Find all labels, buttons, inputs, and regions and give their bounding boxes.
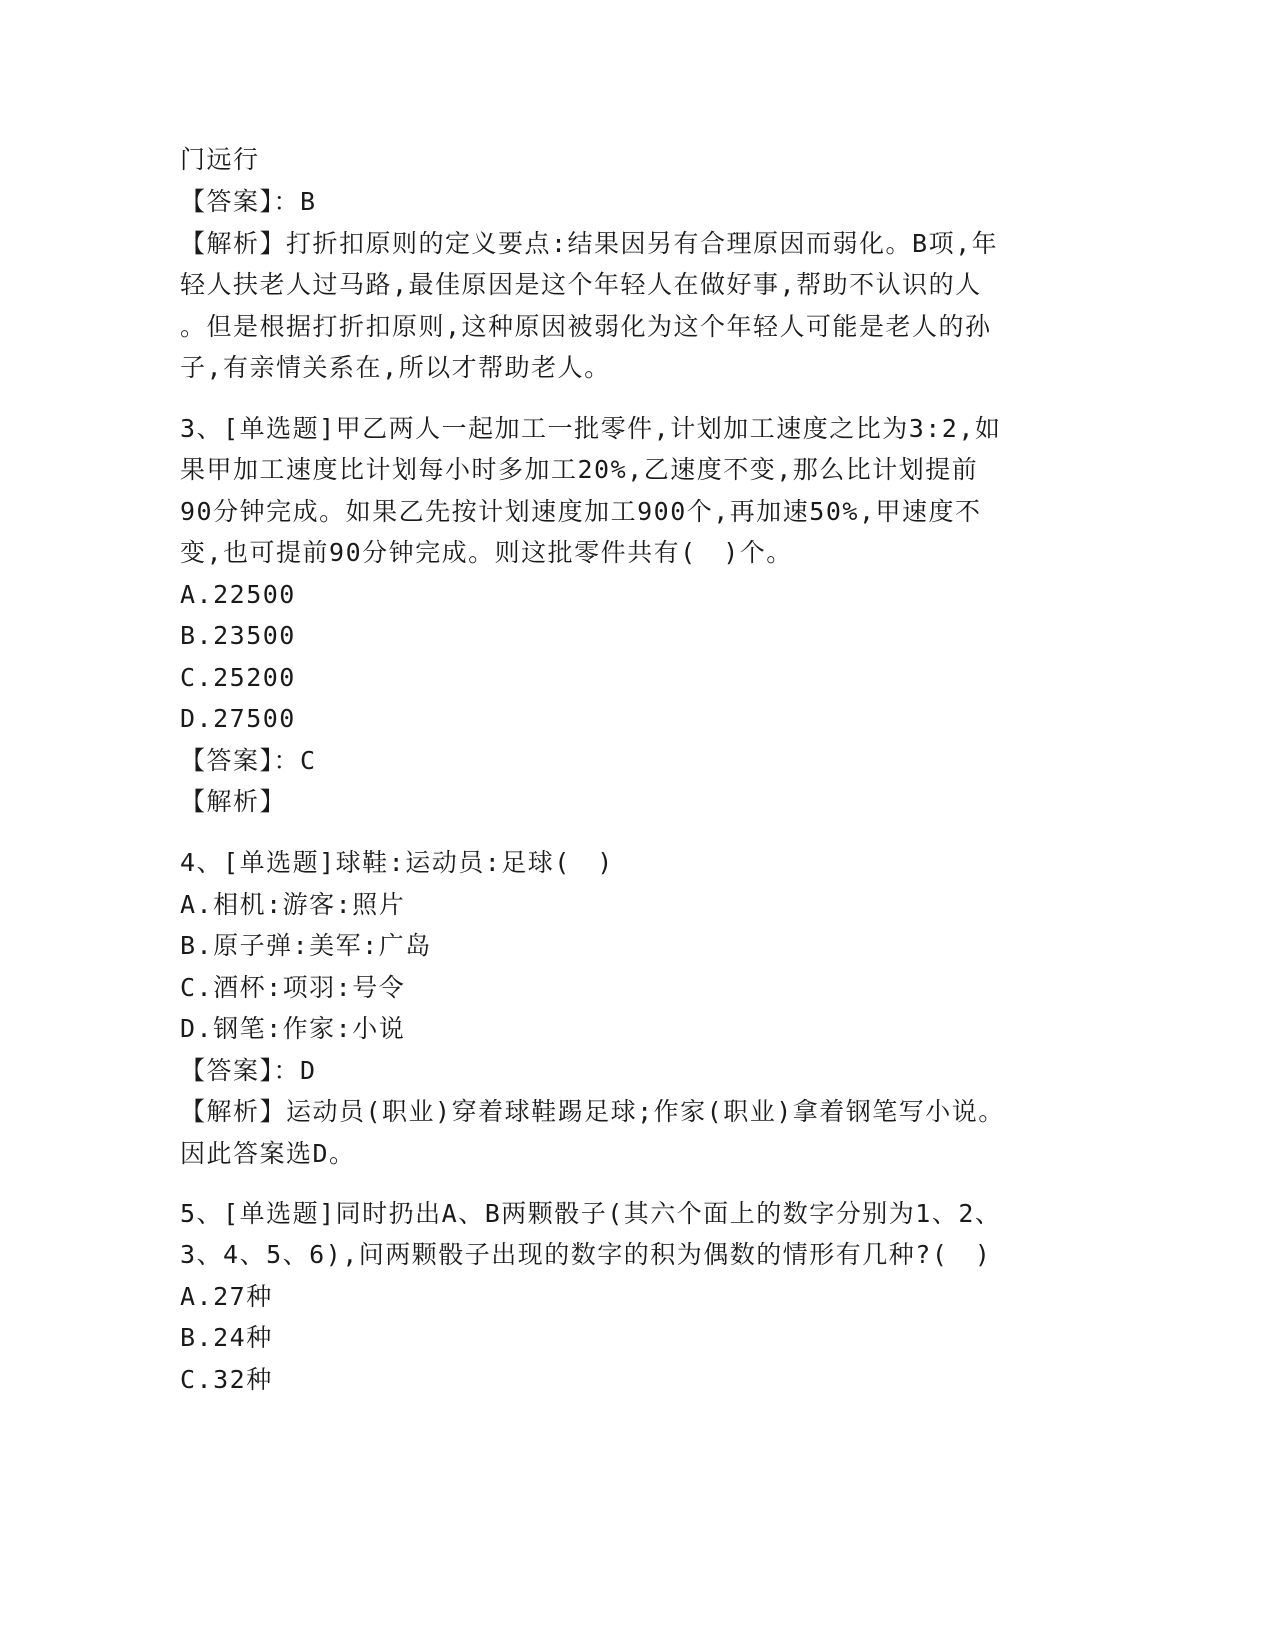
prev-analysis-line: 轻人扶老人过马路,最佳原因是这个年轻人在做好事,帮助不认识的人	[180, 270, 982, 299]
q4-answer: 【答案】：D	[180, 1056, 317, 1085]
q3-stem-line: 3、[单选题]甲乙两人一起加工一批零件,计划加工速度之比为3:2,如	[180, 414, 1002, 443]
q3-option-b: B.23500	[180, 621, 296, 650]
q3-option-d: D.27500	[180, 704, 296, 733]
q5-option-c: C.32种	[180, 1365, 273, 1394]
q4-option-c: C.酒杯:项羽:号令	[180, 973, 406, 1002]
q4-analysis-line: 【解析】运动员(职业)穿着球鞋踢足球;作家(职业)拿着钢笔写小说。	[180, 1097, 1005, 1126]
q3-stem-line: 90分钟完成。如果乙先按计划速度加工900个,再加速50%,甲速度不	[180, 497, 982, 526]
q4-stem: 4、[单选题]球鞋:运动员:足球( )	[180, 848, 614, 877]
q5-stem-line: 3、4、5、6),问两颗骰子出现的数字的积为偶数的情形有几种?( )	[180, 1240, 992, 1269]
prev-answer: 【答案】：B	[180, 187, 317, 216]
q3-stem-line: 果甲加工速度比计划每小时多加工20%,乙速度不变,那么比计划提前	[180, 455, 979, 484]
prev-analysis-line: 子,有亲情关系在,所以才帮助老人。	[180, 353, 611, 382]
prev-analysis-line: 【解析】打折扣原则的定义要点:结果因另有合理原因而弱化。B项,年	[180, 229, 999, 258]
q3-answer: 【答案】：C	[180, 746, 317, 775]
q5-option-a: A.27种	[180, 1282, 273, 1311]
q4-option-b: B.原子弹:美军:广岛	[180, 931, 432, 960]
prev-question-tail: 门远行	[180, 145, 260, 174]
q4-option-a: A.相机:游客:照片	[180, 890, 406, 919]
q3-option-a: A.22500	[180, 580, 296, 609]
prev-analysis-line: 。但是根据打折扣原则,这种原因被弱化为这个年轻人可能是老人的孙	[180, 312, 992, 341]
q3-analysis: 【解析】	[180, 787, 287, 816]
q5-option-b: B.24种	[180, 1323, 273, 1352]
q4-analysis-line: 因此答案选D。	[180, 1139, 356, 1168]
q5-stem-line: 5、[单选题]同时扔出A、B两颗骰子(其六个面上的数字分别为1、2、	[180, 1199, 1002, 1228]
q3-stem-line: 变,也可提前90分钟完成。则这批零件共有( )个。	[180, 538, 793, 567]
q4-option-d: D.钢笔:作家:小说	[180, 1014, 406, 1043]
q3-option-c: C.25200	[180, 663, 296, 692]
